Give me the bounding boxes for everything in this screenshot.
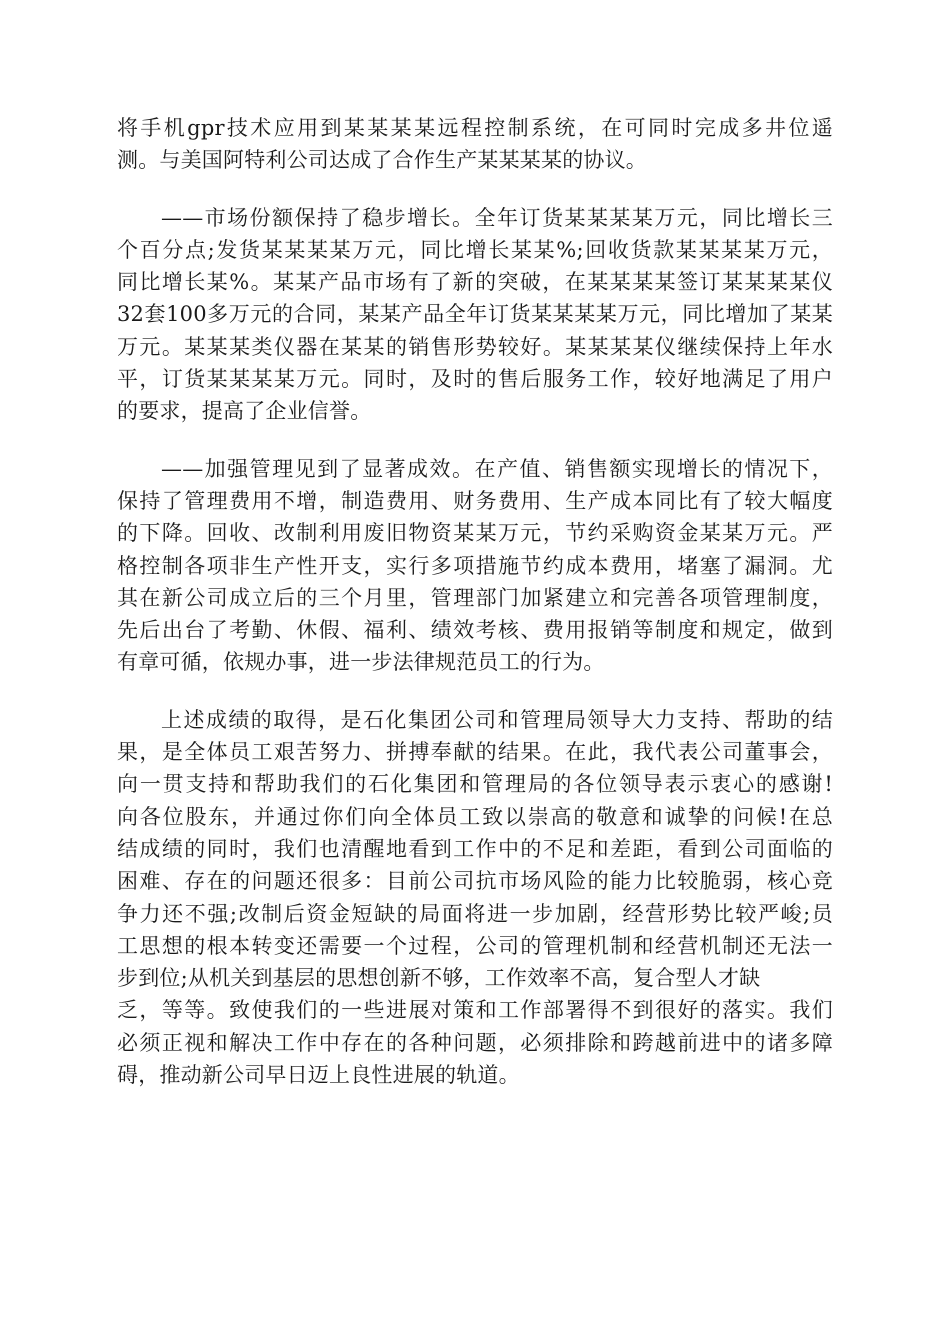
text-line: 其在新公司成立后的三个月里，管理部门加紧建立和完善各项管理制度， xyxy=(117,585,833,610)
text-line: 的下降。回收、改制利用废旧物资某某万元，节约采购资金某某万元。严 xyxy=(117,521,833,546)
text-line: 上述成绩的取得，是石化集团公司和管理局领导大力支持、帮助的结 xyxy=(161,707,833,732)
text-line: 工思想的根本转变还需要一个过程，公司的管理机制和经营机制还无法一 xyxy=(117,933,833,958)
text-line: 个百分点;发货某某某某万元，同比增长某某%;回收货款某某某某万元， xyxy=(117,237,833,262)
text-line: 乏，等等。致使我们的一些进展对策和工作部署得不到很好的落实。我们 xyxy=(117,998,833,1023)
paragraph-market-share xyxy=(117,202,833,428)
text-line: 步到位;从机关到基层的思想创新不够，工作效率不高，复合型人才缺 xyxy=(117,966,761,991)
text-line: 的要求，提高了企业信誉。 xyxy=(117,399,372,424)
text-line: 先后出台了考勤、休假、福利、绩效考核、费用报销等制度和规定，做到 xyxy=(117,618,833,643)
text-line: 争力还不强;改制后资金短缺的局面将进一步加剧，经营形势比较严峻;员 xyxy=(117,901,833,926)
text-line: 保持了管理费用不增，制造费用、财务费用、生产成本同比有了较大幅度 xyxy=(117,488,833,513)
text-line: 向各位股东，并通过你们向全体员工致以崇高的敬意和诚挚的问候!在总 xyxy=(117,804,833,829)
text-line: 困难、存在的问题还很多：目前公司抗市场风险的能力比较脆弱，核心竞 xyxy=(117,869,833,894)
text-line: 必须正视和解决工作中存在的各种问题，必须排除和跨越前进中的诸多障 xyxy=(117,1030,833,1055)
text-line: 32套100多万元的合同，某某产品全年订货某某某某万元，同比增加了某某 xyxy=(117,302,833,327)
text-line: 平，订货某某某某万元。同时，及时的售后服务工作，较好地满足了用户 xyxy=(117,367,833,392)
document-body xyxy=(117,112,833,1091)
text-line: 果，是全体员工艰苦努力、拼搏奉献的结果。在此，我代表公司董事会， xyxy=(117,740,833,765)
text-line: ——加强管理见到了显著成效。在产值、销售额实现增长的情况下， xyxy=(161,456,833,481)
text-line: 测。与美国阿特利公司达成了合作生产某某某某的协议。 xyxy=(117,148,647,173)
text-line: 结成绩的同时，我们也清醒地看到工作中的不足和差距，看到公司面临的 xyxy=(117,836,833,861)
text-line: 碍，推动新公司早日迈上良性进展的轨道。 xyxy=(117,1063,520,1088)
text-line: 向一贯支持和帮助我们的石化集团和管理局的各位领导表示衷心的感谢! xyxy=(117,772,833,797)
text-line: ——市场份额保持了稳步增长。全年订货某某某某万元，同比增长三 xyxy=(161,205,833,230)
text-line: 格控制各项非生产性开支，实行多项措施节约成本费用，堵塞了漏洞。尤 xyxy=(117,553,833,578)
text-line: 有章可循，依规办事，进一步法律规范员工的行为。 xyxy=(117,650,605,675)
text-line: 万元。某某某类仪器在某某的销售形势较好。某某某某仪继续保持上年水 xyxy=(117,334,833,359)
paragraph-management xyxy=(117,453,833,679)
text-line: 将手机gpr技术应用到某某某某远程控制系统，在可同时完成多井位遥 xyxy=(117,116,833,140)
text-line: 同比增长某%。某某产品市场有了新的突破，在某某某某签订某某某某仪 xyxy=(117,270,833,295)
paragraph-achievements-and-problems xyxy=(117,704,833,1092)
paragraph-tech-cooperation xyxy=(117,112,833,177)
